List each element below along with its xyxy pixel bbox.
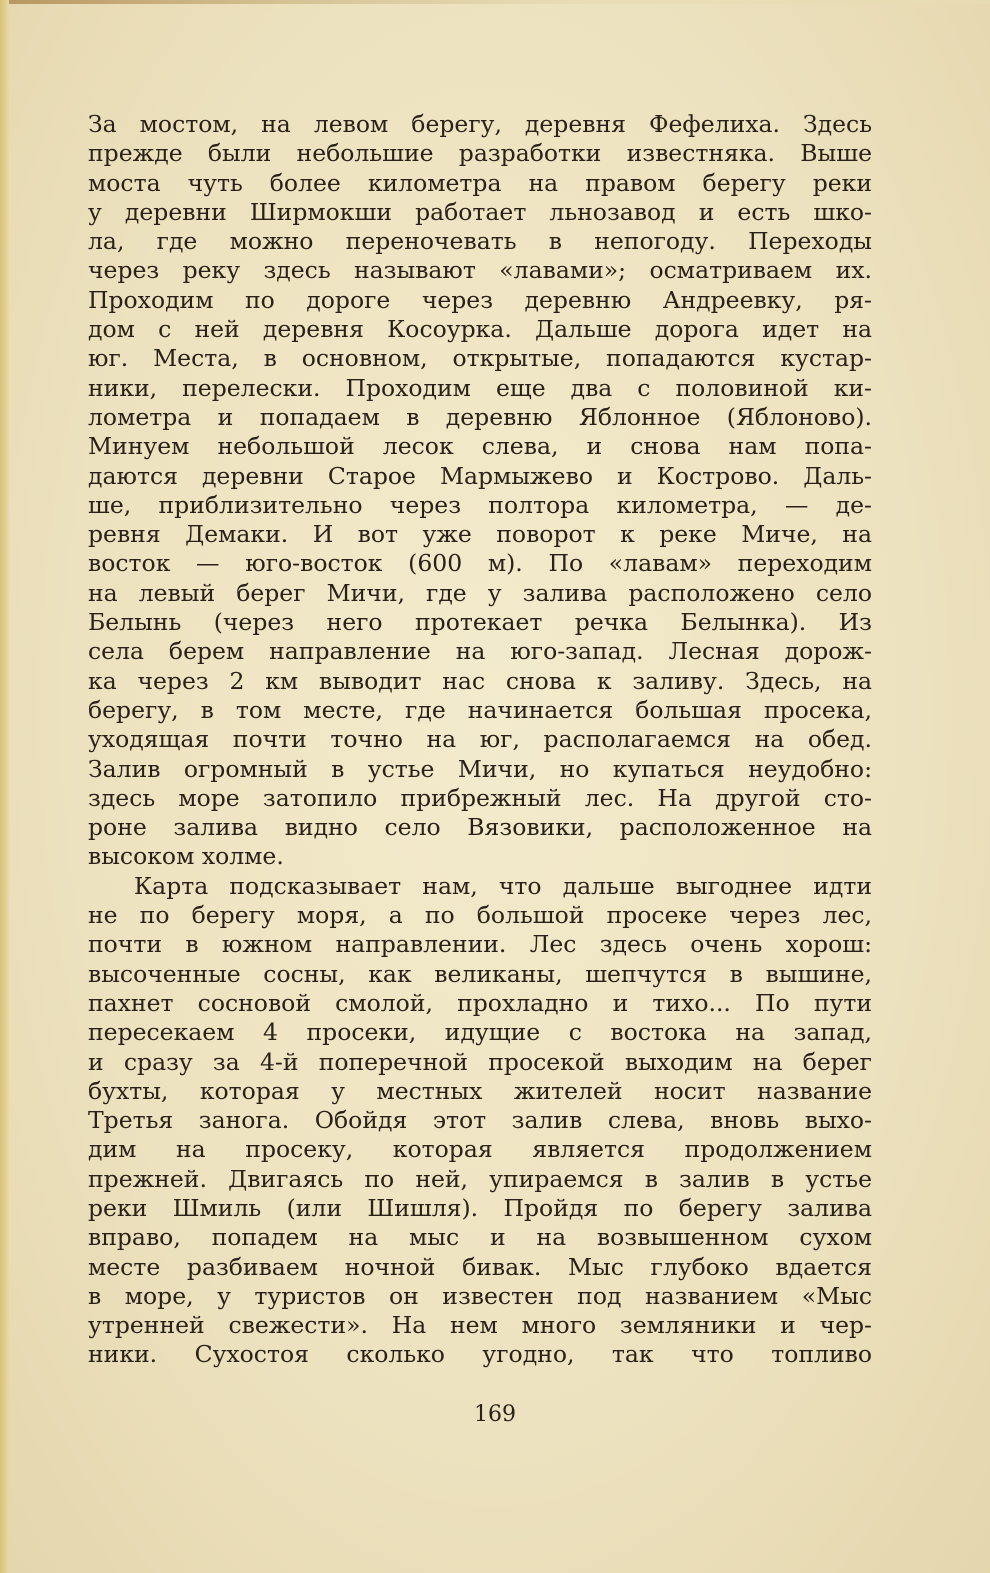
text-line: высоком холме. xyxy=(88,842,284,871)
text-line: не по берегу моря, а по большой просеке через лес, xyxy=(88,901,872,930)
text-line: ше, приблизительно через полтора километра, — де- xyxy=(88,490,872,519)
text-line: роне залива видно село Вязовики, расположенное на xyxy=(88,813,872,842)
text-line: бухты, которая у местных жителей носит название xyxy=(88,1076,872,1105)
text-line: Карта подсказывает нам, что дальше выгоднее идти xyxy=(134,871,872,900)
text-line: лометра и попадаем в деревню Яблонное (Яблоново). xyxy=(88,402,872,431)
text-line: моста чуть более километра на правом берегу реки xyxy=(88,168,872,197)
text-line: у деревни Ширмокши работает льнозавод и есть шко- xyxy=(88,197,872,226)
text-line: Залив огромный в устье Мичи, но купаться неудобно: xyxy=(88,754,872,783)
text-line: реки Шмиль (или Шишля). Пройдя по берегу залива xyxy=(88,1193,872,1222)
text-line: берегу, в том месте, где начинается большая просека, xyxy=(88,695,872,724)
text-line: юг. Места, в основном, открытые, попадаются кустар- xyxy=(88,344,872,373)
paragraph-1 xyxy=(88,110,872,872)
text-line: пахнет сосновой смолой, прохладно и тихо... По пути xyxy=(88,988,872,1017)
text-line: пересекаем 4 просеки, идущие с востока на запад, xyxy=(88,1018,872,1047)
text-line: здесь море затопило прибрежный лес. На другой сто- xyxy=(88,783,872,812)
paragraph-2 xyxy=(88,872,872,1370)
text-line: Минуем небольшой лесок слева, и снова нам попа- xyxy=(88,432,872,461)
text-line: Проходим по дороге через деревню Андреевку, ря- xyxy=(88,285,872,314)
page-number: 169 xyxy=(474,1402,516,1427)
text-line: дим на просеку, которая является продолжением xyxy=(88,1135,872,1164)
text-line: вправо, попадем на мыс и на возвышенном сухом xyxy=(88,1223,872,1252)
text-line: и сразу за 4-й поперечной просекой выходим на берег xyxy=(88,1047,872,1076)
text-line: высоченные сосны, как великаны, шепчутся в вышине, xyxy=(88,959,872,988)
text-line: дом с ней деревня Косоурка. Дальше дорога идет на xyxy=(88,315,872,344)
text-line: месте разбиваем ночной бивак. Мыс глубоко вдается xyxy=(88,1252,872,1281)
text-line: села берем направление на юго-запад. Лесная дорож- xyxy=(88,637,872,666)
text-line: Третья занога. Обойдя этот залив слева, вновь выхо- xyxy=(88,1106,872,1135)
text-line: ники. Сухостоя сколько угодно, так что топливо xyxy=(88,1340,872,1369)
text-line: восток — юго-восток (600 м). По «лавам» переходим xyxy=(88,549,872,578)
text-line: уходящая почти точно на юг, располагаемся на обед. xyxy=(88,725,872,754)
page-left-edge xyxy=(0,0,9,1573)
text-line: прежней. Двигаясь по ней, упираемся в залив в устье xyxy=(88,1164,872,1193)
text-line: ревня Демаки. И вот уже поворот к реке Миче, на xyxy=(88,520,872,549)
text-line: ка через 2 км выводит нас снова к заливу. Здесь, на xyxy=(88,666,872,695)
text-line: в море, у туристов он известен под названием «Мыс xyxy=(88,1281,872,1310)
text-line: даются деревни Старое Мармыжево и Кострово. Даль- xyxy=(88,461,872,490)
text-line: почти в южном направлении. Лес здесь очень хорош: xyxy=(88,930,872,959)
text-line: утренней свежести». На нем много земляники и чер- xyxy=(88,1311,872,1340)
page-top-edge xyxy=(0,0,990,4)
body-text xyxy=(88,110,872,1370)
text-line: За мостом, на левом берегу, деревня Фефелиха. Здесь xyxy=(88,110,872,138)
text-line: прежде были небольшие разработки известняка. Выше xyxy=(88,139,872,168)
text-line: на левый берег Мичи, где у залива расположено село xyxy=(88,578,872,607)
text-line: через реку здесь называют «лавами»; осматриваем их. xyxy=(88,256,872,285)
text-line: ла, где можно переночевать в непогоду. Переходы xyxy=(88,227,872,256)
text-line: Белынь (через него протекает речка Белынка). Из xyxy=(88,608,872,637)
text-line: ники, перелески. Проходим еще два с половиной ки- xyxy=(88,373,872,402)
